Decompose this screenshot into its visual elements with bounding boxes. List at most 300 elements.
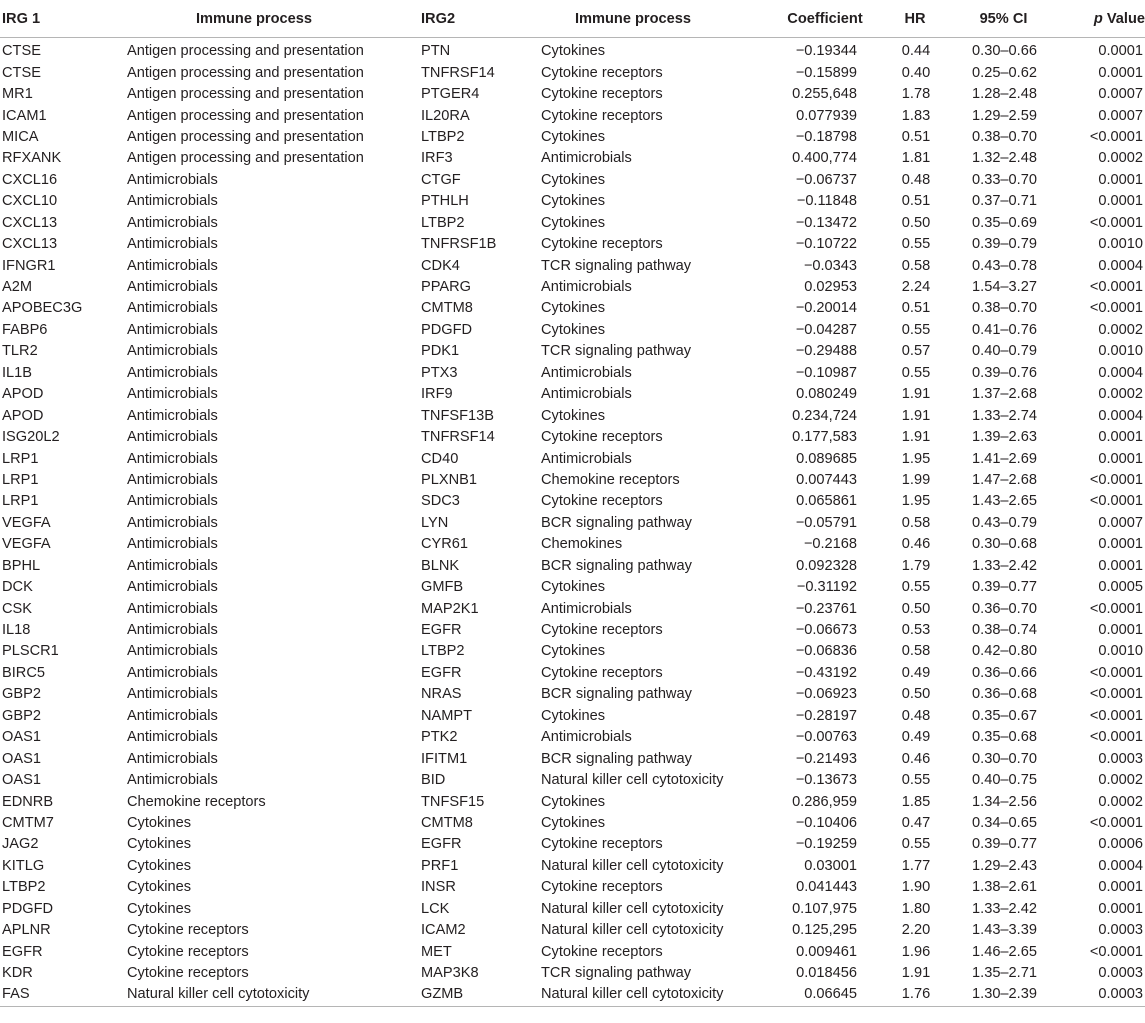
cell-coefficient: −0.23761 bbox=[795, 600, 857, 617]
cell-irg2: PTGER4 bbox=[421, 86, 480, 103]
cell-coefficient: 0.400,774 bbox=[792, 150, 857, 167]
cell-hr: 0.46 bbox=[901, 536, 931, 553]
cell-immune-process-2: Cytokines bbox=[541, 814, 606, 831]
cell-irg1: OAS1 bbox=[2, 750, 41, 767]
cell-irg2: PRF1 bbox=[421, 857, 459, 874]
cell-irg2: GZMB bbox=[421, 984, 541, 1006]
cell-hr: 1.95 bbox=[901, 450, 931, 467]
cell-coefficient: −0.06673 bbox=[795, 622, 857, 639]
cell-irg1: TLR2 bbox=[2, 343, 38, 360]
cell-95ci: 1.38–2.61 bbox=[972, 879, 1037, 896]
cell-immune-process-2: Antimicrobials bbox=[541, 279, 632, 296]
cell-95ci: 1.33–2.74 bbox=[972, 407, 1037, 424]
cell-immune-process-2: Cytokines bbox=[541, 171, 606, 188]
table-row bbox=[0, 963, 1145, 984]
cell-p-value: <0.0001 bbox=[1089, 300, 1143, 317]
cell-95ci: 1.39–2.63 bbox=[972, 429, 1037, 446]
cell-irg2: IRF3 bbox=[421, 150, 453, 167]
cell-immune-process-2: Cytokines bbox=[541, 193, 606, 210]
cell-p-value: 0.0004 bbox=[1098, 407, 1143, 424]
cell-immune-process-2: Cytokine receptors bbox=[541, 622, 663, 639]
cell-immune-process-1: Antigen processing and presentation bbox=[127, 128, 364, 145]
cell-95ci: 1.33–2.42 bbox=[972, 557, 1037, 574]
cell-hr: 2.20 bbox=[901, 922, 931, 939]
cell-coefficient: 0.065861 bbox=[796, 493, 857, 510]
table-body bbox=[0, 38, 1145, 1007]
table-row bbox=[0, 62, 1145, 83]
cell-hr: 0.51 bbox=[901, 300, 931, 317]
cell-hr: 0.55 bbox=[901, 836, 931, 853]
cell-coefficient: −0.10722 bbox=[795, 236, 857, 253]
cell-immune-process-1: Antimicrobials bbox=[127, 772, 218, 789]
cell-coefficient: −0.0343 bbox=[803, 257, 857, 274]
cell-95ci: 0.38–0.70 bbox=[972, 300, 1037, 317]
cell-95ci: 0.30–0.70 bbox=[972, 750, 1037, 767]
cell-immune-process-2: Cytokine receptors bbox=[541, 107, 663, 124]
cell-immune-process-1: Antimicrobials bbox=[127, 450, 218, 467]
cell-immune-process-2: Antimicrobials bbox=[541, 364, 632, 381]
cell-95ci: 0.33–0.70 bbox=[972, 171, 1037, 188]
table-row bbox=[0, 984, 1145, 1006]
cell-p-value: <0.0001 bbox=[1089, 664, 1143, 681]
cell-p-value: <0.0001 bbox=[1089, 128, 1143, 145]
cell-irg2: CMTM8 bbox=[421, 814, 473, 831]
cell-irg1: LRP1 bbox=[2, 450, 39, 467]
cell-95ci: 0.43–0.79 bbox=[972, 514, 1037, 531]
cell-immune-process-1: Antimicrobials bbox=[127, 707, 218, 724]
cell-immune-process-1: Antimicrobials bbox=[127, 343, 218, 360]
cell-hr: 0.58 bbox=[901, 257, 931, 274]
cell-p-value: 0.0001 bbox=[1098, 536, 1143, 553]
cell-irg1: VEGFA bbox=[2, 514, 51, 531]
cell-irg1: RFXANK bbox=[2, 150, 62, 167]
cell-immune-process-1: Antigen processing and presentation bbox=[127, 64, 364, 81]
cell-immune-process-1: Antimicrobials bbox=[127, 493, 218, 510]
header-p-italic: p bbox=[1093, 10, 1103, 27]
cell-immune-process-1: Chemokine receptors bbox=[127, 793, 266, 810]
cell-irg1: BPHL bbox=[2, 557, 41, 574]
cell-p-value: 0.0010 bbox=[1098, 236, 1143, 253]
cell-irg1: IL1B bbox=[2, 364, 33, 381]
cell-immune-process-2: Cytokine receptors bbox=[541, 664, 663, 681]
cell-hr: 1.90 bbox=[901, 879, 931, 896]
cell-95ci: 1.54–3.27 bbox=[972, 279, 1037, 296]
cell-immune-process-2: BCR signaling pathway bbox=[541, 514, 692, 531]
cell-coefficient: 0.041443 bbox=[796, 879, 857, 896]
cell-hr: 0.49 bbox=[901, 729, 931, 746]
cell-coefficient: −0.04287 bbox=[795, 321, 857, 338]
table-row bbox=[0, 556, 1145, 577]
cell-irg1: CTSE bbox=[2, 43, 41, 60]
cell-irg2: ICAM2 bbox=[421, 922, 466, 939]
cell-immune-process-2: Cytokines bbox=[541, 214, 606, 231]
cell-hr: 0.51 bbox=[901, 193, 931, 210]
cell-immune-process-2: Antimicrobials bbox=[541, 600, 632, 617]
cell-95ci: 1.29–2.59 bbox=[972, 107, 1037, 124]
cell-immune-process-1: Antimicrobials bbox=[127, 279, 218, 296]
cell-irg1: IFNGR1 bbox=[2, 257, 56, 274]
cell-immune-process-2: Cytokine receptors bbox=[541, 64, 663, 81]
cell-immune-process-2: Cytokines bbox=[541, 579, 606, 596]
cell-p-value: <0.0001 bbox=[1089, 279, 1143, 296]
cell-irg1: APOD bbox=[2, 386, 44, 403]
cell-irg2: BLNK bbox=[421, 557, 460, 574]
cell-coefficient: −0.06737 bbox=[795, 171, 857, 188]
cell-coefficient: −0.19259 bbox=[795, 836, 857, 853]
cell-immune-process-2: Cytokine receptors bbox=[541, 86, 663, 103]
cell-irg2: TNFRSF1B bbox=[421, 236, 497, 253]
cell-irg1: KITLG bbox=[2, 857, 45, 874]
cell-95ci: 0.25–0.62 bbox=[972, 64, 1037, 81]
cell-immune-process-2: Chemokines bbox=[541, 536, 623, 553]
cell-irg1: LRP1 bbox=[2, 493, 39, 510]
table-row bbox=[0, 320, 1145, 341]
cell-irg2: EGFR bbox=[421, 836, 462, 853]
cell-immune-process-1: Antimicrobials bbox=[127, 407, 218, 424]
cell-coefficient: 0.009461 bbox=[796, 943, 857, 960]
header-row bbox=[0, 0, 1145, 38]
cell-hr: 0.55 bbox=[901, 364, 931, 381]
cell-immune-process-2: Natural killer cell cytotoxicity bbox=[541, 857, 724, 874]
table-row bbox=[0, 341, 1145, 362]
table-row bbox=[0, 663, 1145, 684]
cell-irg2: CDK4 bbox=[421, 257, 460, 274]
cell-irg2: LTBP2 bbox=[421, 128, 465, 145]
cell-coefficient: −0.20014 bbox=[795, 300, 857, 317]
cell-immune-process-1: Cytokine receptors bbox=[127, 965, 249, 982]
cell-95ci: 1.47–2.68 bbox=[972, 471, 1037, 488]
cell-immune-process-1: Antimicrobials bbox=[127, 600, 218, 617]
cell-p-value: 0.0002 bbox=[1098, 793, 1143, 810]
header-immune-process-1: Immune process bbox=[127, 0, 421, 38]
cell-95ci: 0.37–0.71 bbox=[972, 193, 1037, 210]
cell-irg2: NRAS bbox=[421, 686, 462, 703]
cell-irg1: CTSE bbox=[2, 64, 41, 81]
cell-immune-process-1: Antimicrobials bbox=[127, 664, 218, 681]
cell-p-value: 0.0010 bbox=[1098, 343, 1143, 360]
header-p-value bbox=[1052, 0, 1145, 38]
table-row bbox=[0, 899, 1145, 920]
table-row bbox=[0, 856, 1145, 877]
table-row bbox=[0, 598, 1145, 619]
cell-irg2: CTGF bbox=[421, 171, 461, 188]
cell-irg2: TNFSF15 bbox=[421, 793, 485, 810]
cell-coefficient: 0.286,959 bbox=[792, 793, 857, 810]
cell-immune-process-2: Cytokine receptors bbox=[541, 943, 663, 960]
cell-coefficient: −0.18798 bbox=[795, 128, 857, 145]
cell-irg1: APOBEC3G bbox=[2, 300, 83, 317]
cell-irg1: CXCL10 bbox=[2, 193, 58, 210]
cell-immune-process-1: Antimicrobials bbox=[127, 171, 218, 188]
cell-immune-process-1: Antigen processing and presentation bbox=[127, 150, 364, 167]
table-row bbox=[0, 813, 1145, 834]
cell-hr: 1.83 bbox=[901, 107, 931, 124]
cell-irg2: GMFB bbox=[421, 579, 464, 596]
cell-immune-process-2: Natural killer cell cytotoxicity bbox=[541, 922, 724, 939]
cell-95ci: 1.46–2.65 bbox=[972, 943, 1037, 960]
cell-95ci: 0.36–0.70 bbox=[972, 600, 1037, 617]
header-irg1: IRG 1 bbox=[0, 0, 127, 38]
cell-irg2: PTK2 bbox=[421, 729, 458, 746]
cell-hr: 1.99 bbox=[901, 471, 931, 488]
cell-hr: 1.81 bbox=[901, 150, 931, 167]
cell-immune-process-1: Antimicrobials bbox=[127, 729, 218, 746]
cell-irg1: MICA bbox=[2, 128, 39, 145]
cell-95ci: 0.38–0.74 bbox=[972, 622, 1037, 639]
cell-coefficient: −0.00763 bbox=[795, 729, 857, 746]
cell-95ci: 0.35–0.68 bbox=[972, 729, 1037, 746]
cell-hr: 0.55 bbox=[901, 772, 931, 789]
cell-irg1: KDR bbox=[2, 965, 33, 982]
cell-irg2: LCK bbox=[421, 900, 450, 917]
cell-immune-process-1: Antimicrobials bbox=[127, 557, 218, 574]
cell-irg1: DCK bbox=[2, 579, 33, 596]
cell-immune-process-2: Cytokine receptors bbox=[541, 836, 663, 853]
cell-hr: 0.55 bbox=[901, 236, 931, 253]
cell-immune-process-2: BCR signaling pathway bbox=[541, 750, 692, 767]
cell-95ci: 0.35–0.67 bbox=[972, 707, 1037, 724]
cell-hr: 0.53 bbox=[901, 622, 931, 639]
header-hr: HR bbox=[865, 0, 945, 38]
cell-irg2: EGFR bbox=[421, 664, 462, 681]
cell-coefficient: −0.13472 bbox=[795, 214, 857, 231]
cell-p-value: 0.0002 bbox=[1098, 772, 1143, 789]
cell-p-value: <0.0001 bbox=[1089, 471, 1143, 488]
cell-hr: 0.48 bbox=[901, 707, 931, 724]
cell-hr: 1.91 bbox=[901, 965, 931, 982]
cell-hr: 1.91 bbox=[901, 429, 931, 446]
cell-irg1: CSK bbox=[2, 600, 33, 617]
cell-immune-process-2: Cytokines bbox=[541, 300, 606, 317]
cell-p-value: 0.0004 bbox=[1098, 257, 1143, 274]
cell-irg2: NAMPT bbox=[421, 707, 473, 724]
cell-p-value: 0.0004 bbox=[1098, 857, 1143, 874]
cell-immune-process-2: Cytokine receptors bbox=[541, 236, 663, 253]
cell-irg2: IRF9 bbox=[421, 386, 453, 403]
cell-irg2: LTBP2 bbox=[421, 643, 465, 660]
header-immune-process-2: Immune process bbox=[541, 0, 745, 38]
cell-immune-process-2: TCR signaling pathway bbox=[541, 965, 692, 982]
cell-p-value: 0.0004 bbox=[1098, 364, 1143, 381]
table-row bbox=[0, 941, 1145, 962]
cell-hr: 0.49 bbox=[901, 664, 931, 681]
table-row bbox=[0, 255, 1145, 276]
cell-hr: 1.96 bbox=[901, 943, 931, 960]
cell-immune-process-1: Antimicrobials bbox=[127, 193, 218, 210]
cell-p-value: 0.0003 bbox=[1098, 750, 1143, 767]
cell-irg2: PLXNB1 bbox=[421, 471, 477, 488]
cell-p-value: 0.0007 bbox=[1098, 514, 1143, 531]
cell-p-value: 0.0001 bbox=[1098, 450, 1143, 467]
table-row bbox=[0, 38, 1145, 63]
cell-irg1: CXCL13 bbox=[2, 236, 58, 253]
cell-irg2: TNFRSF14 bbox=[421, 64, 495, 81]
cell-irg1: EDNRB bbox=[2, 793, 54, 810]
table-row bbox=[0, 170, 1145, 191]
cell-irg1: CMTM7 bbox=[2, 814, 54, 831]
cell-irg1: CXCL13 bbox=[2, 214, 58, 231]
table-row bbox=[0, 105, 1145, 126]
cell-immune-process-1: Antimicrobials bbox=[127, 579, 218, 596]
cell-irg2: PPARG bbox=[421, 279, 472, 296]
cell-immune-process-2: Antimicrobials bbox=[541, 450, 632, 467]
cell-irg2: TNFRSF14 bbox=[421, 429, 495, 446]
cell-95ci: 1.35–2.71 bbox=[972, 965, 1037, 982]
cell-p-value: 0.0001 bbox=[1098, 171, 1143, 188]
cell-p-value: <0.0001 bbox=[1089, 943, 1143, 960]
cell-immune-process-1: Antimicrobials bbox=[127, 386, 218, 403]
cell-coefficient: −0.43192 bbox=[795, 664, 857, 681]
cell-immune-process-2: BCR signaling pathway bbox=[541, 686, 692, 703]
table-row bbox=[0, 513, 1145, 534]
cell-95ci: 1.30–2.39 bbox=[945, 984, 1052, 1006]
header-irg2: IRG2 bbox=[421, 0, 541, 38]
cell-irg2: BID bbox=[421, 772, 446, 789]
cell-irg2: MAP2K1 bbox=[421, 600, 479, 617]
cell-irg2: CD40 bbox=[421, 450, 459, 467]
cell-coefficient: −0.21493 bbox=[795, 750, 857, 767]
table-row bbox=[0, 748, 1145, 769]
cell-irg2: TNFSF13B bbox=[421, 407, 494, 424]
cell-irg1: OAS1 bbox=[2, 772, 41, 789]
cell-irg1: EGFR bbox=[2, 943, 43, 960]
cell-immune-process-1: Antimicrobials bbox=[127, 214, 218, 231]
cell-95ci: 1.41–2.69 bbox=[972, 450, 1037, 467]
cell-irg2: LTBP2 bbox=[421, 214, 465, 231]
cell-coefficient: −0.11848 bbox=[796, 193, 857, 210]
table-row bbox=[0, 384, 1145, 405]
cell-coefficient: −0.15899 bbox=[795, 64, 857, 81]
table-row bbox=[0, 641, 1145, 662]
cell-irg1: GBP2 bbox=[2, 707, 41, 724]
table-row bbox=[0, 427, 1145, 448]
cell-immune-process-1: Antigen processing and presentation bbox=[127, 107, 364, 124]
cell-irg1: PDGFD bbox=[2, 900, 54, 917]
cell-irg1: MR1 bbox=[2, 86, 33, 103]
table-row bbox=[0, 127, 1145, 148]
cell-immune-process-1: Cytokines bbox=[127, 836, 192, 853]
cell-immune-process-1: Natural killer cell cytotoxicity bbox=[127, 984, 421, 1006]
cell-coefficient: 0.092328 bbox=[796, 557, 857, 574]
cell-irg2: MET bbox=[421, 943, 452, 960]
cell-immune-process-1: Cytokines bbox=[127, 814, 192, 831]
table-header bbox=[0, 0, 1145, 38]
cell-coefficient: 0.06645 bbox=[745, 984, 865, 1006]
table-row bbox=[0, 234, 1145, 255]
cell-irg1: LRP1 bbox=[2, 471, 39, 488]
cell-irg2: SDC3 bbox=[421, 493, 460, 510]
cell-irg2: PTX3 bbox=[421, 364, 458, 381]
cell-95ci: 1.33–2.42 bbox=[972, 900, 1037, 917]
cell-hr: 1.85 bbox=[901, 793, 931, 810]
cell-95ci: 0.30–0.66 bbox=[972, 43, 1037, 60]
cell-coefficient: −0.19344 bbox=[795, 43, 857, 60]
cell-95ci: 0.35–0.69 bbox=[972, 214, 1037, 231]
cell-hr: 0.47 bbox=[901, 814, 931, 831]
cell-hr: 1.78 bbox=[901, 86, 931, 103]
cell-irg2: LYN bbox=[421, 514, 449, 531]
table-row bbox=[0, 148, 1145, 169]
table-row bbox=[0, 727, 1145, 748]
cell-irg2: MAP3K8 bbox=[421, 965, 479, 982]
cell-immune-process-2: Cytokine receptors bbox=[541, 429, 663, 446]
cell-coefficient: −0.29488 bbox=[795, 343, 857, 360]
cell-irg1: ICAM1 bbox=[2, 107, 47, 124]
cell-immune-process-2: Cytokines bbox=[541, 407, 606, 424]
cell-immune-process-1: Antimicrobials bbox=[127, 514, 218, 531]
cell-95ci: 0.42–0.80 bbox=[972, 643, 1037, 660]
cell-irg1: APOD bbox=[2, 407, 44, 424]
cell-95ci: 0.43–0.78 bbox=[972, 257, 1037, 274]
cell-coefficient: −0.10406 bbox=[795, 814, 857, 831]
table-row bbox=[0, 405, 1145, 426]
cell-immune-process-2: Natural killer cell cytotoxicity bbox=[541, 984, 745, 1006]
cell-p-value: 0.0010 bbox=[1098, 643, 1143, 660]
cell-hr: 0.55 bbox=[901, 579, 931, 596]
cell-95ci: 0.41–0.76 bbox=[972, 321, 1037, 338]
cell-hr: 0.58 bbox=[901, 643, 931, 660]
cell-irg1: IL18 bbox=[2, 622, 31, 639]
cell-irg2: CYR61 bbox=[421, 536, 469, 553]
cell-immune-process-1: Antimicrobials bbox=[127, 536, 218, 553]
cell-hr: 1.76 bbox=[865, 984, 945, 1006]
cell-coefficient: −0.2168 bbox=[803, 536, 857, 553]
cell-p-value: <0.0001 bbox=[1089, 814, 1143, 831]
cell-coefficient: 0.007443 bbox=[796, 471, 857, 488]
cell-coefficient: −0.06836 bbox=[795, 643, 857, 660]
cell-immune-process-1: Antimicrobials bbox=[127, 622, 218, 639]
cell-p-value: 0.0002 bbox=[1098, 321, 1143, 338]
cell-irg1: APLNR bbox=[2, 922, 51, 939]
table-row bbox=[0, 620, 1145, 641]
cell-hr: 0.48 bbox=[901, 171, 931, 188]
table-row bbox=[0, 470, 1145, 491]
cell-95ci: 0.38–0.70 bbox=[972, 128, 1037, 145]
cell-p-value: <0.0001 bbox=[1089, 214, 1143, 231]
cell-coefficient: 0.018456 bbox=[796, 965, 857, 982]
cell-hr: 0.55 bbox=[901, 321, 931, 338]
table-row bbox=[0, 534, 1145, 555]
cell-immune-process-2: TCR signaling pathway bbox=[541, 257, 692, 274]
cell-irg2: EGFR bbox=[421, 622, 462, 639]
cell-irg1: ISG20L2 bbox=[2, 429, 60, 446]
cell-coefficient: 0.077939 bbox=[796, 107, 857, 124]
cell-immune-process-1: Antimicrobials bbox=[127, 236, 218, 253]
table-row bbox=[0, 920, 1145, 941]
cell-95ci: 1.34–2.56 bbox=[972, 793, 1037, 810]
cell-immune-process-2: Antimicrobials bbox=[541, 729, 632, 746]
cell-95ci: 0.36–0.68 bbox=[972, 686, 1037, 703]
cell-irg1: LTBP2 bbox=[2, 879, 46, 896]
table-row bbox=[0, 277, 1145, 298]
cell-coefficient: 0.107,975 bbox=[792, 900, 857, 917]
cell-p-value: <0.0001 bbox=[1089, 707, 1143, 724]
cell-hr: 0.40 bbox=[901, 64, 931, 81]
cell-hr: 0.50 bbox=[901, 686, 931, 703]
cell-immune-process-2: Cytokines bbox=[541, 43, 606, 60]
cell-immune-process-2: Cytokines bbox=[541, 643, 606, 660]
cell-immune-process-1: Cytokine receptors bbox=[127, 943, 249, 960]
table-row bbox=[0, 298, 1145, 319]
cell-irg1: JAG2 bbox=[2, 836, 39, 853]
cell-hr: 0.46 bbox=[901, 750, 931, 767]
cell-coefficient: −0.31192 bbox=[796, 579, 857, 596]
cell-immune-process-2: Antimicrobials bbox=[541, 150, 632, 167]
cell-p-value: 0.0001 bbox=[1098, 64, 1143, 81]
table-row bbox=[0, 363, 1145, 384]
cell-p-value: 0.0001 bbox=[1098, 429, 1143, 446]
cell-hr: 2.24 bbox=[901, 279, 931, 296]
